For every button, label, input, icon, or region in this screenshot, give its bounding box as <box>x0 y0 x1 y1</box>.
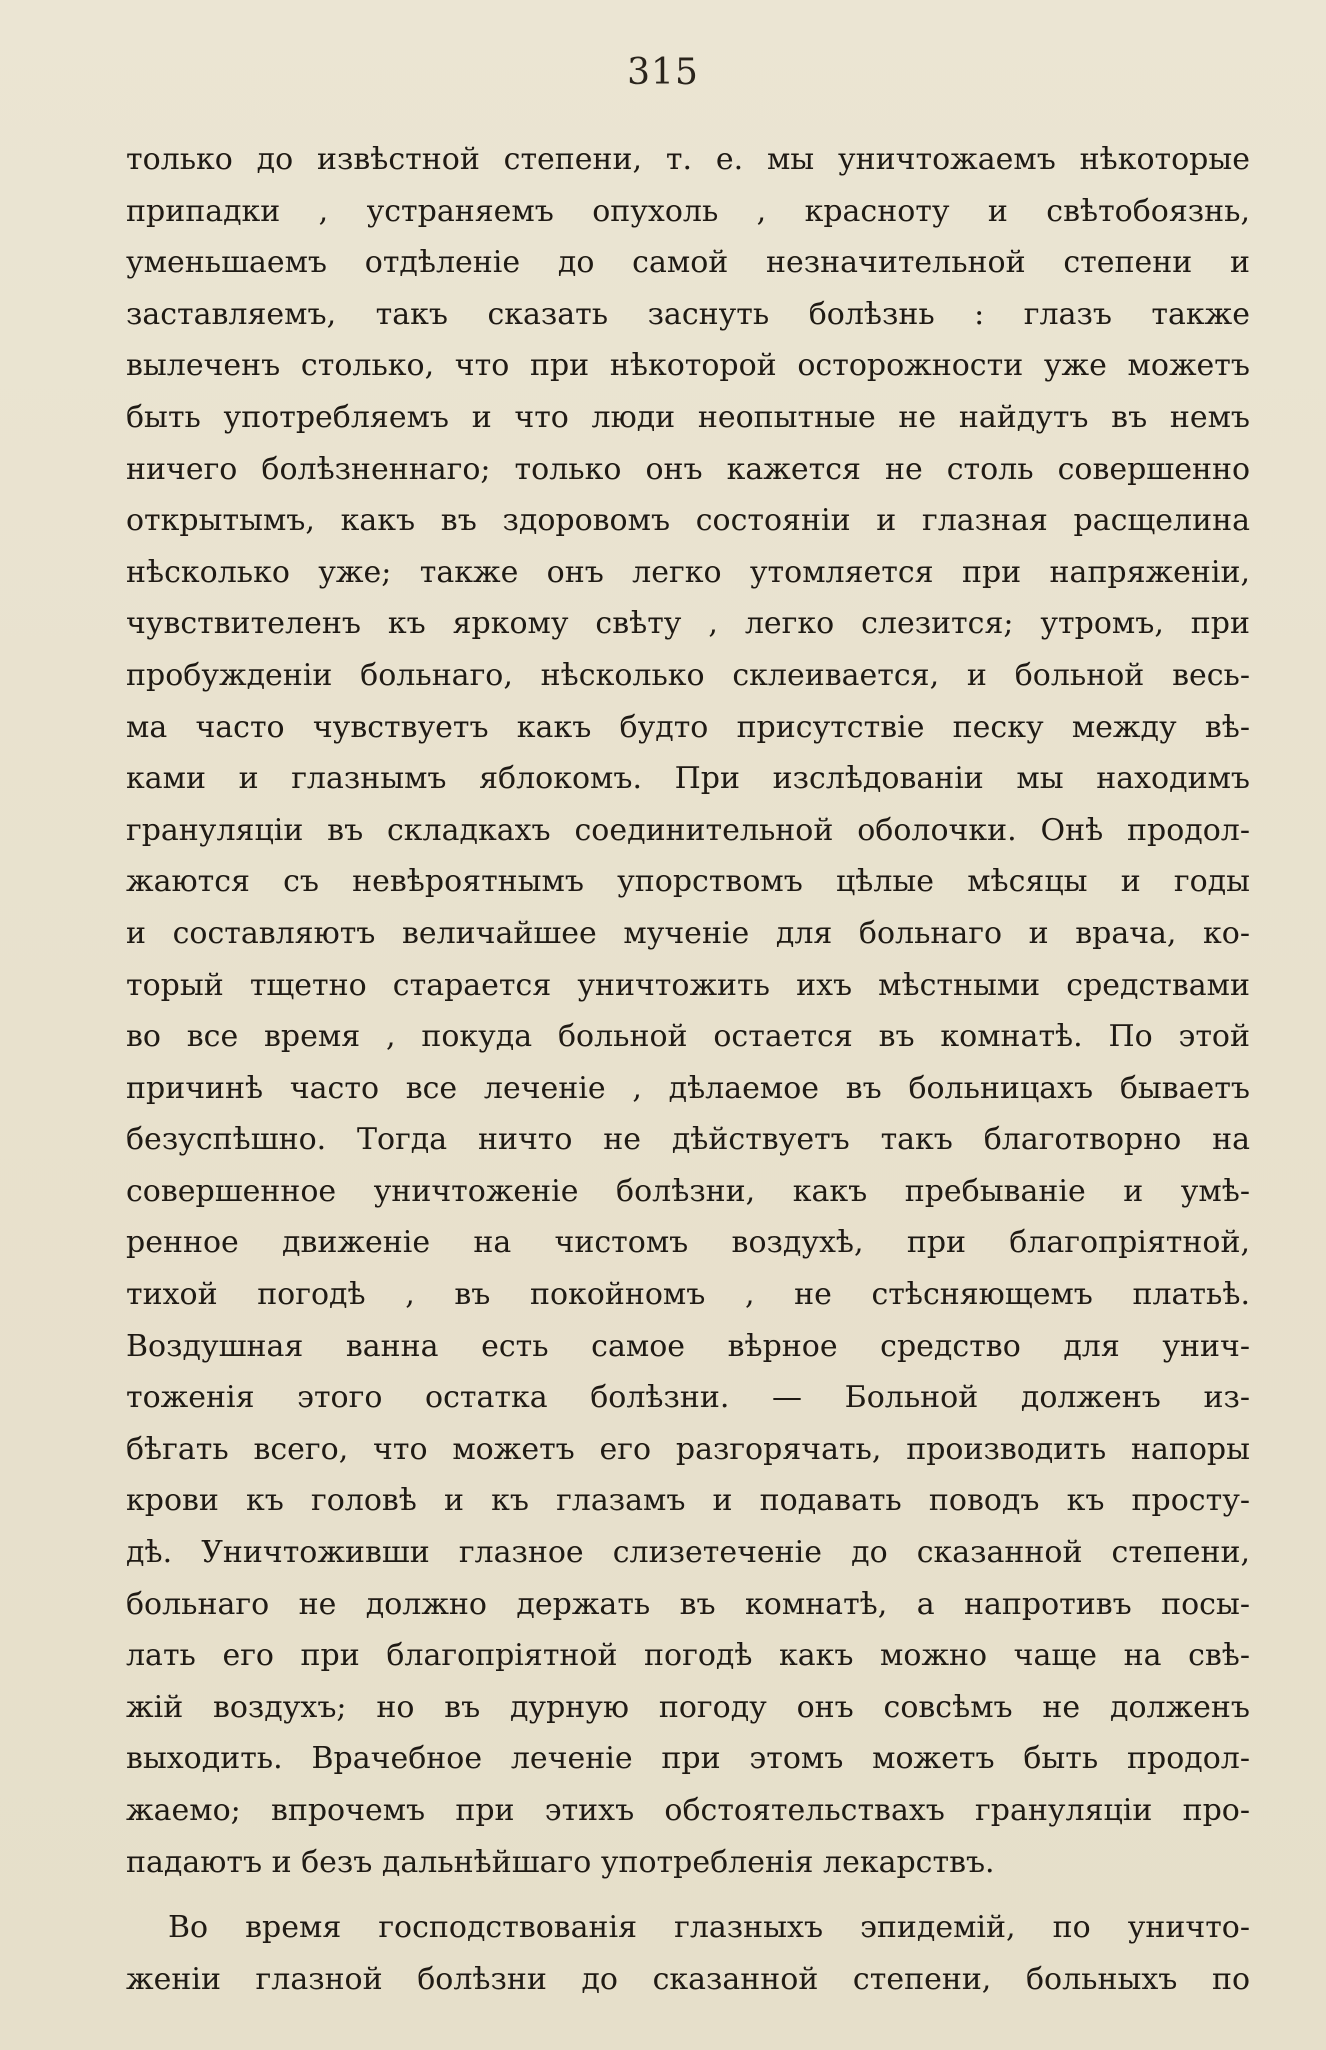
text-line: крови къ головѣ и къ глазамъ и подавать поводъ къ просту- <box>126 1483 1250 1519</box>
text-line: жаемо; впрочемъ при этихъ обстоятельствахъ грануляціи про- <box>126 1793 1250 1828</box>
text-line: заставляемъ, такъ сказать заснуть болѣзнь : глазъ также <box>126 296 1250 332</box>
text-line: открытымъ, какъ въ здоровомъ состояніи и глазная расщелина <box>126 503 1250 539</box>
text-line: дѣ. Уничтоживши глазное слизетеченіе до сказанной степени, <box>126 1535 1250 1571</box>
text-line: припадки , устраняемъ опухоль , красноту и свѣтобоязнь, <box>126 193 1250 229</box>
paragraph-1 <box>126 134 1250 1888</box>
text-line: лать его при благопріятной погодѣ какъ можно чаще на свѣ- <box>126 1638 1250 1674</box>
paragraph-2 <box>126 1902 1250 2005</box>
text-line: совершенное уничтоженіе болѣзни, какъ пребываніе и умѣ- <box>126 1173 1250 1209</box>
text-line: вылеченъ столько, что при нѣкоторой осторожности уже можетъ <box>126 348 1250 384</box>
body-text <box>126 134 1250 2005</box>
text-line: нѣсколько уже; также онъ легко утомляется при напряженіи, <box>126 554 1250 590</box>
text-line: ничего болѣзненнаго; только онъ кажется не столь совершенно <box>126 451 1250 487</box>
text-line: грануляціи въ складкахъ соединительной оболочки. Онѣ продол- <box>126 812 1250 848</box>
text-line: Воздушная ванна есть самое вѣрное средство для унич- <box>126 1328 1250 1364</box>
text-line: безуспѣшно. Тогда ничто не дѣйствуетъ такъ благотворно на <box>126 1122 1250 1158</box>
text-line: ренное движеніе на чистомъ воздухѣ, при благопріятной, <box>126 1225 1250 1261</box>
text-line: только до извѣстной степени, т. е. мы уничтожаемъ нѣкоторые <box>126 142 1250 177</box>
text-line: уменьшаемъ отдѣленіе до самой незначительной степени и <box>126 245 1250 281</box>
text-line: женіи глазной болѣзни до сказанной степени, больныхъ по <box>126 1961 1250 1997</box>
text-line: жаются съ невѣроятнымъ упорствомъ цѣлые мѣсяцы и годы <box>126 864 1250 900</box>
text-line: тоженія этого остатка болѣзни. — Больной долженъ из- <box>126 1380 1250 1416</box>
text-line: Во время господствованія глазныхъ эпидемій, по уничто- <box>168 1910 1250 1946</box>
text-line: причинѣ часто все леченіе , дѣлаемое въ больницахъ бываетъ <box>126 1070 1250 1106</box>
text-line: бѣгать всего, что можетъ его разгорячать, производить напоры <box>126 1431 1250 1467</box>
text-line: тихой погодѣ , въ покойномъ , не стѣсняющемъ платьѣ. <box>126 1277 1250 1313</box>
text-line: ками и глазнымъ яблокомъ. При изслѣдованіи мы находимъ <box>126 761 1250 797</box>
text-line: чувствителенъ къ яркому свѣту , легко слезится; утромъ, при <box>126 606 1250 642</box>
text-line: жій воздухъ; но въ дурную погоду онъ совсѣмъ не долженъ <box>126 1689 1250 1725</box>
text-line: больнаго не должно держать въ комнатѣ, а напротивъ посы- <box>126 1586 1250 1622</box>
text-line: падаютъ и безъ дальнѣйшаго употребленія лекарствъ. <box>126 1844 995 1880</box>
text-line: и составляютъ величайшее мученіе для больнаго и врача, ко- <box>126 915 1250 951</box>
text-line: торый тщетно старается уничтожить ихъ мѣстными средствами <box>126 967 1250 1003</box>
text-line: пробужденіи больнаго, нѣсколько склеивается, и больной весь- <box>126 657 1250 693</box>
text-line: во все время , покуда больной остается въ комнатѣ. По этой <box>126 1019 1250 1055</box>
text-line: выходить. Врачебное леченіе при этомъ можетъ быть продол- <box>126 1741 1250 1777</box>
page-number: 315 <box>627 52 699 93</box>
text-line: ма часто чувствуетъ какъ будто присутствіе песку между вѣ- <box>126 709 1250 745</box>
text-line: быть употребляемъ и что люди неопытные не найдутъ въ немъ <box>126 399 1250 435</box>
